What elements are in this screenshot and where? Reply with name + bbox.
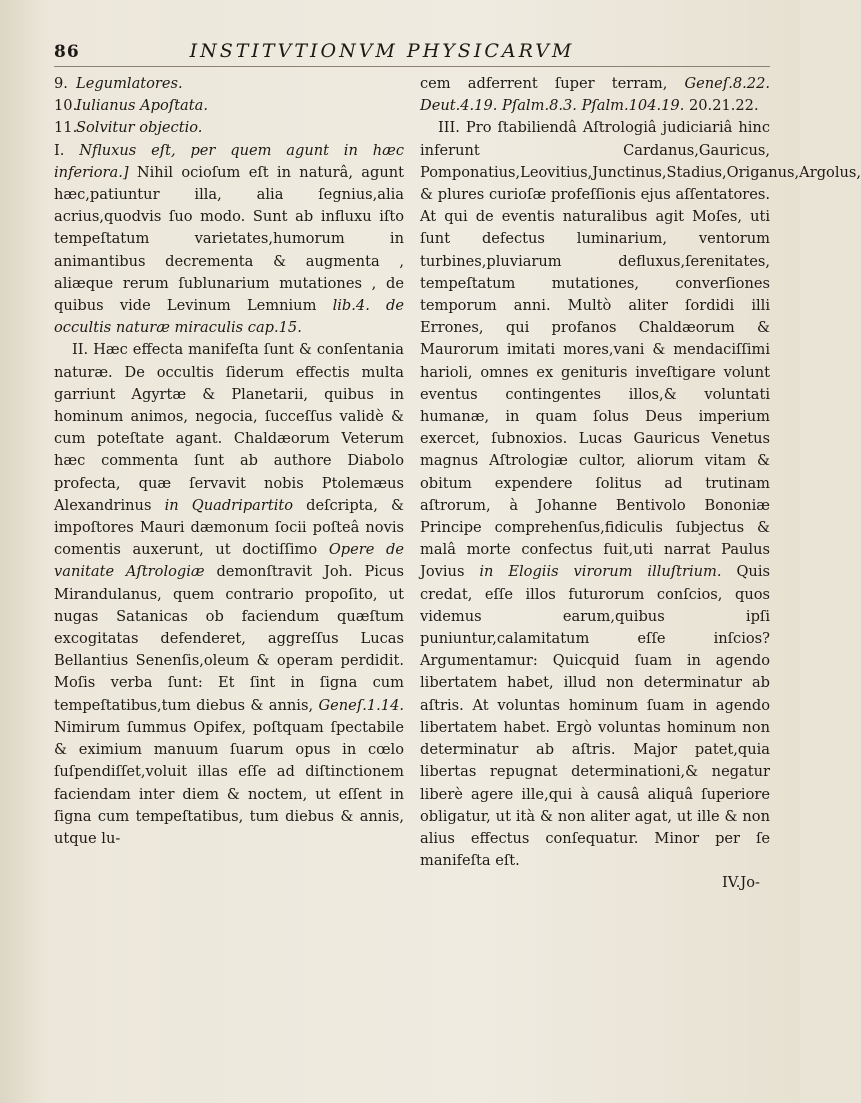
scripture-references: Geneſ.8.22. Deut.4.19. Pſalm.8.3. Pſalm.104.19.	[420, 75, 770, 115]
section-2-reference: in Quadripartito	[164, 496, 294, 514]
section-1-number: I.	[54, 141, 65, 159]
section-1-body: Nihil ocioſum eſt in naturâ, agunt hæc,patiuntur illa, alia ſegnius,alia acrius,quodvis ſuo modo. Sunt ab influxu iſto tempeſtatum varietates,humorum in animantibus decrementa & augmenta , aliæque rerum ſublunarium mutationes , de quibus vide Levinum Lemnium	[54, 163, 404, 315]
running-head	[54, 40, 770, 67]
summary-item: 10.Iulianus Apoſtata.	[54, 97, 208, 115]
catchword: IV.Jo-	[722, 874, 760, 892]
left-column	[54, 73, 404, 895]
summary-item: 11.Solvitur objectio.	[54, 119, 203, 137]
section-3: III. Pro ſtabiliendâ Aſtrologiâ judiciariâ hinc inferunt Cardanus,Gauricus, Pomponatius,Leovitius,Junctinus,Stadius,Origanus,Argolus, & plures curioſæ profeſſionis ejus aſſentatores. At qui de eventis naturalibus agit Moſes, uti ſunt defectus luminarium, ventorum turbines,pluviarum defluxus,ſerenitates, tempeſtatum mutationes, converſiones temporum anni. Multò aliter ſordidi illi Errones, qui profanos Chaldæorum & Maurorum imitati mores,vani & mendaciſſimi harioli, omnes ex genituris inveſtigare volunt eventus contingentes illos,& voluntati humanæ, in quam ſolus Deus imperium exercet, ſubnoxios. Lucas Gauricus Venetus magnus Aſtrologiæ cultor, aliorum vitam & obitum expendere ſolitus ad trutinam aſtrorum, à Johanne Bentivolo Bononiæ Principe comprehenſus,fidiculis ſubjectus & malâ morte confectus fuit,uti narrat Paulus Jovius in Elogiis virorum illuſtrium. Quis credat, eſſe illos futurorum conſcios, quos videmus earum,quibus ipſi puniuntur,calamitatum eſſe inſcios? Argumentamur: Quicquid ſuam in agendo libertatem habet, illud non determinatur ab aſtris. At voluntas hominum ſuam in agendo libertatem habet. Ergò voluntas hominum non determinatur ab aſtris. Major patet,quia libertas repugnat determinationi,& negatur liberè agere ille,qui à causâ aliquâ ſuperiore obligatur, ut ità & non aliter agat, ut ille & non alius effectus conſequatur. Minor per ſe manifeſta eſt.	[420, 119, 861, 870]
section-2-reference: Geneſ.1.14.	[318, 696, 404, 714]
text-columns	[54, 73, 861, 895]
section-2: II. Hæc effecta manifeſta ſunt & conſentania naturæ. De occultis ſiderum effectis multa garriunt Agyrtæ & Planetarii, quibus in hominum animos, negocia, ſucceſſus validè & cum poteſtate agant. Chaldæorum Veterum hæc commenta ſunt ab authore Diabolo profecta, quæ ſervavit nobis Ptolemæus Alexandrinus in Quadripartito deſcripta, & impoſtores Mauri dæmonum ſocii poſteâ novis comentis auxerunt, ut doctiſſimo Opere de vanitate Aſtrologiæ demonſtravit Joh. Picus Mirandulanus, quem contrario propoſito, ut nugas Satanicas ob faciendum quæſtum excogitatas defenderet, aggreſſus Lucas Bellantius Senenſis,oleum & operam perdidit. Moſis verba ſunt: Et ſint in ſigna cum tempeſtatibus,tum diebus & annis, Geneſ.1.14. Nimirum ſummus Opifex, poſtquam ſpectabile & eximium manuum ſuarum opus in cœlo ſuſpendiſſet,voluit illas eſſe ad diſtinctionem faciendam inter diem & noctem, ut eſſent in ſigna cum tempeſtatibus, tum diebus & annis, utque lu-	[54, 341, 404, 847]
page-number: 86	[54, 42, 80, 62]
section-2-number: II.	[72, 341, 89, 359]
section-1-reference: lib.4. de occultis naturæ miraculis cap.15.	[54, 297, 404, 337]
running-title: INSTITVTIONVM PHYSICARVM	[189, 40, 575, 62]
section-1	[54, 140, 404, 340]
section-3-number: III.	[438, 119, 460, 137]
section-1-heading: Nfluxus eſt, per quem agunt in hæc inferiora.]	[54, 141, 404, 181]
section-2-reference: Opere de vanitate Aſtrologiæ	[54, 541, 404, 581]
right-column	[420, 73, 861, 895]
continuation-paragraph: cem adferrent ſuper terram, Geneſ.8.22. Deut.4.19. Pſalm.8.3. Pſalm.104.19. 20.21.22.	[420, 75, 770, 115]
margin-summary-list	[54, 73, 404, 140]
section-3-reference: in Elogiis virorum illuſtrium.	[479, 563, 722, 581]
summary-item: 9. Legumlatores.	[54, 75, 183, 92]
